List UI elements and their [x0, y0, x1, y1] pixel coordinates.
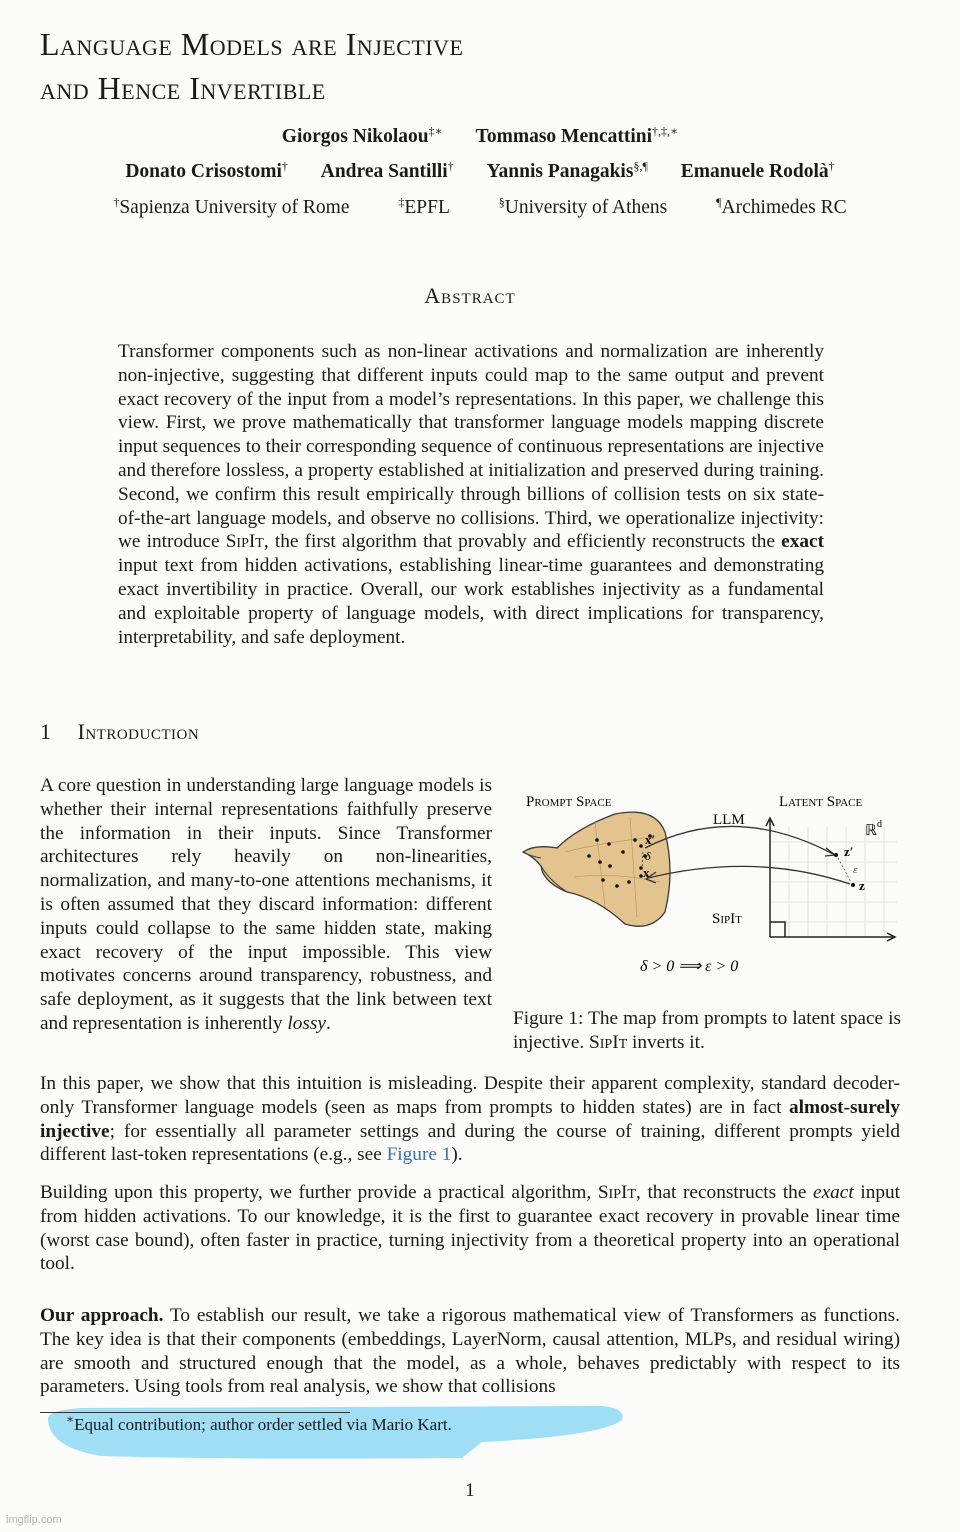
- implication-label: δ > 0 ⟹ ε > 0: [640, 958, 739, 975]
- footnote-rule: [40, 1412, 350, 1413]
- footnote: ∗Equal contribution; author order settled via Mario Kart.: [66, 1412, 452, 1434]
- author: Andrea Santilli†: [320, 159, 454, 182]
- affiliation: †Sapienza University of Rome: [113, 195, 350, 218]
- intro-paragraph-1: A core question in understanding large language models is whether their internal representations faithfully preserve the information in their inputs. Since Transformer architectures rely heavily on non-linearities, normalization, and many-to-one attentions mechanisms, it is often assumed that they discard information: different inputs could collapse to the same hidden state, making exact recovery of the input impossible. This view motivates concerns around transparency, robustness, and safe deployment, as it suggests that the link between text and representation is inherently lossy.: [40, 775, 492, 1034]
- author: Emanuele Rodolà†: [680, 159, 835, 182]
- x-label: x: [643, 865, 650, 880]
- delta-label: δ: [645, 849, 651, 863]
- prompt-space-label: Prompt Space: [526, 794, 612, 810]
- sipit-arrow: [648, 866, 850, 884]
- section-heading: 1 Introduction: [40, 719, 200, 744]
- intro-paragraph-3: Building upon this property, we further provide a practical algorithm, SipIt, that reconstructs the exact input from hidden activations. To our knowledge, it is the first to guarantee exact recovery in provable linear time (worst case bound), often faster in practice, turning injectivity from a theoretical property into an operational tool.: [40, 1182, 900, 1275]
- x-prime-label: x′: [645, 832, 656, 847]
- author-row-2: [0, 161, 960, 183]
- affiliations: [0, 197, 960, 219]
- intro-paragraph-2: In this paper, we show that this intuition is misleading. Despite their apparent complexity, standard decoder-only Transformer language models (seen as maps from prompts to hidden states) are in fact almost-surely injective; for essentially all parameter settings and during the course of training, different prompts yield different last-token representations (e.g., see Figure 1).: [40, 1073, 900, 1166]
- abstract-body: Transformer components such as non-linear activations and normalization are inherently non-injective, suggesting that different inputs could map to the same output and prevent exact recovery of the input from a model’s representations. In this paper, we challenge this view. First, we prove mathematically that transformer language models mapping discrete input sequences to their corresponding sequence of continuous representations are injective and therefore lossless, a property established at initialization and preserved during training. Second, we confirm this result empirically through billions of collision tests on six state-of-the-art language models, and observe no collisions. Third, we operationalize injectivity: we introduce SipIt, the first algorithm that provably and efficiently reconstructs the exact input text from hidden activations, establishing linear-time guarantees and demonstrating exact invertibility in practice. Overall, our work establishes injectivity as a fundamental and exploitable property of language models, with direct implications for transparency, interpretability, and safe deployment.: [118, 341, 824, 648]
- rd-label: ℝ: [865, 823, 877, 839]
- llm-arrow: [645, 826, 833, 854]
- paper-title: [40, 22, 463, 110]
- affiliation: §University of Athens: [498, 195, 668, 218]
- latent-space-label: Latent Space: [779, 794, 863, 810]
- latent-grid: [770, 827, 897, 937]
- figure-caption: Figure 1: The map from prompts to latent space is injective. SipIt inverts it.: [513, 1008, 901, 1053]
- author: Giorgos Nikolaou‡∗: [281, 124, 443, 147]
- affiliation: ‡EPFL: [398, 195, 450, 218]
- sipit-label: SipIt: [712, 911, 742, 927]
- abstract-heading: Abstract: [424, 283, 516, 308]
- intro-paragraph-4: Our approach. To establish our result, we take a rigorous mathematical view of Transformers as functions. The key idea is that their components (embeddings, LayerNorm, causal attention, MLPs, and residual wiring) are smooth and structured enough that the model, as a whole, behaves predictably with respect to its parameters. Using tools from real analysis, we show that collisions: [40, 1305, 900, 1398]
- z-prime-label: z′: [844, 844, 854, 859]
- figure-1: [505, 782, 905, 982]
- author-row-1: [0, 126, 960, 148]
- title-line-1: Language Models are Injective: [40, 26, 464, 62]
- epsilon-label: ε: [853, 864, 858, 876]
- watermark: imgflip.com: [6, 1514, 62, 1526]
- llm-label: LLM: [713, 812, 745, 828]
- z-label: z: [859, 878, 865, 893]
- author: Tommaso Mencattini†,‡,∗: [475, 124, 679, 147]
- title-line-2: and Hence Invertible: [40, 70, 326, 106]
- rd-superscript: d: [877, 819, 882, 830]
- figure-1-link[interactable]: Figure 1: [386, 1144, 452, 1166]
- author: Yannis Panagakis§,¶: [486, 159, 648, 182]
- author: Donato Crisostomi†: [125, 159, 288, 182]
- page-number: 1: [465, 1480, 475, 1501]
- affiliation: ¶Archimedes RC: [716, 195, 847, 218]
